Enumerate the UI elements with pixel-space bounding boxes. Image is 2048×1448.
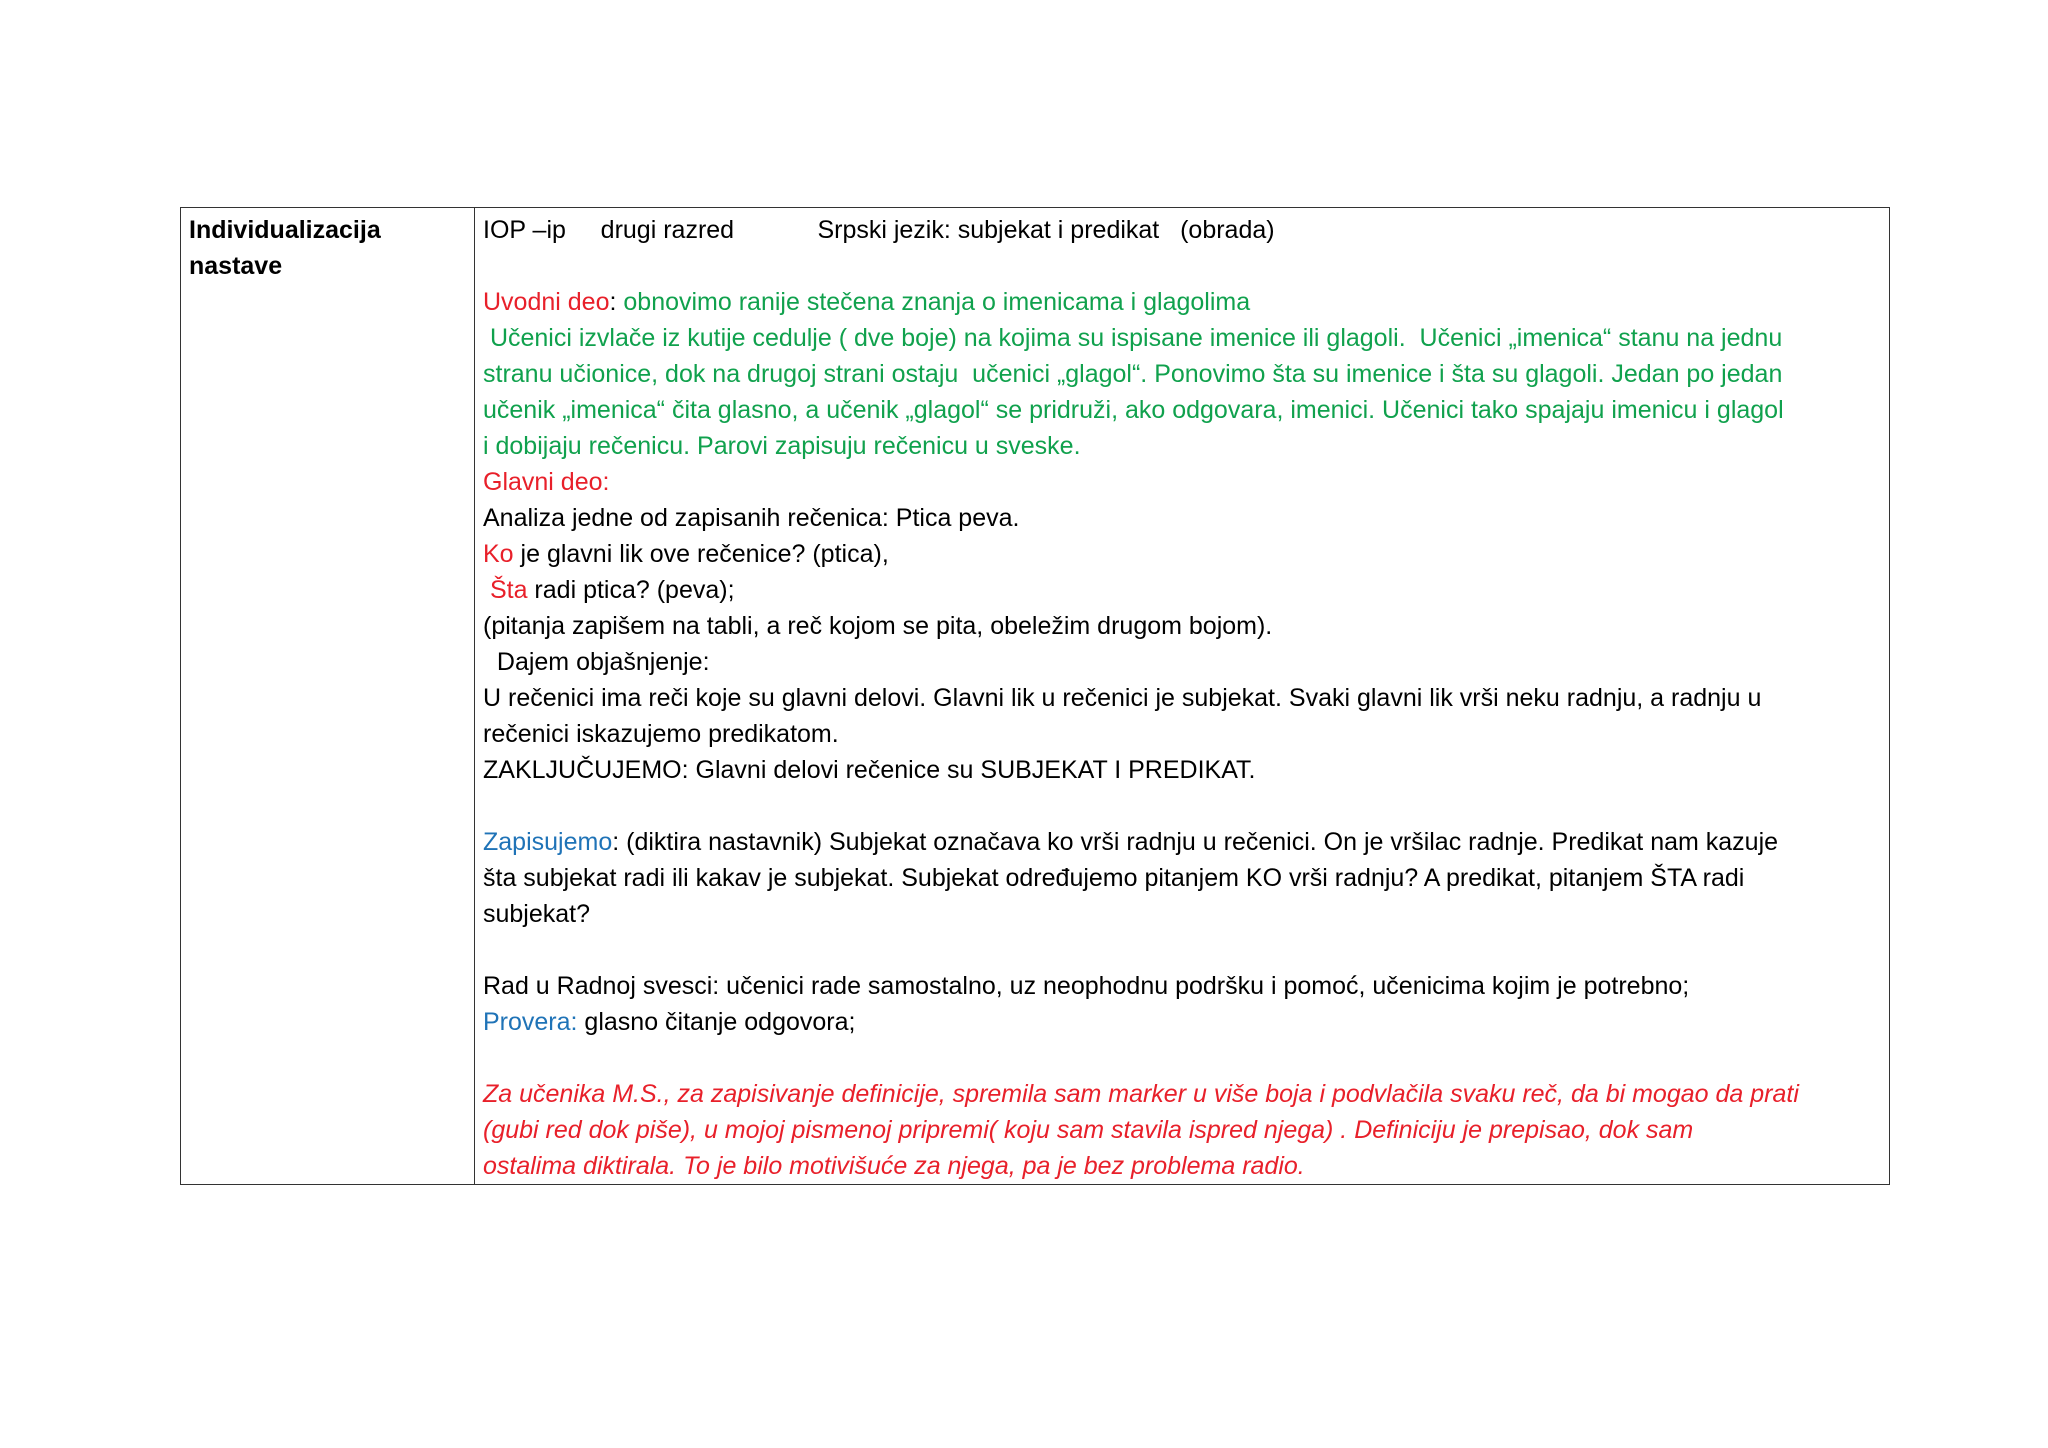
explanation-line: U rečenici ima reči koje su glavni delovi. Glavni lik u rečenici je subjekat. Svaki glavni lik vrši neku radnju, a radnju u — [483, 684, 1762, 712]
explain-line: Dajem objašnjenje: — [483, 648, 710, 676]
question-what: Šta radi ptica? (peva); — [483, 576, 735, 604]
remark-line: ostalima diktirala. To je bilo motivišuće za njega, pa je bez problema radio. — [483, 1152, 1305, 1180]
iop-label: IOP –ip — [483, 216, 566, 244]
right-cell — [475, 208, 1890, 1185]
main-label: Glavni deo: — [483, 468, 610, 496]
check-label: Provera: — [483, 1008, 578, 1036]
grade-label: drugi razred — [600, 216, 735, 244]
intro-paragraph-line: stranu učionice, dok na drugoj strani ostaju učenici „glagol“. Ponovimo šta su imenice i šta su glagoli. Jedan po jedan — [483, 360, 1783, 388]
notes-line: subjekat? — [483, 900, 591, 928]
intro-paragraph-line: učenik „imenica“ čita glasno, a učenik „glagol“ se pridruži, ako odgovara, imenici. Učenici tako spajaju imenicu i glagol — [483, 396, 1784, 424]
analysis-line: Analiza jedne od zapisanih rečenica: Ptica peva. — [483, 504, 1020, 532]
notes-line: šta subjekat radi ili kakav je subjekat. Subjekat određujemo pitanjem KO vrši radnju? A predikat, pitanjem ŠTA radi — [483, 864, 1745, 892]
header-line — [483, 212, 1881, 248]
intro-label: Uvodni deo — [483, 288, 610, 316]
explanation-line: rečenici iskazujemo predikatom. — [483, 720, 839, 748]
remark-line: Za učenika M.S., za zapisivanje definicije, spremila sam marker u više boja i podvlačila svaku reč, da bi mogao da prati — [483, 1080, 1799, 1108]
check-line: Provera: glasno čitanje odgovora; — [483, 1008, 856, 1036]
intro-paragraph-line: i dobijaju rečenicu. Parovi zapisuju rečenicu u sveske. — [483, 432, 1081, 460]
lesson-type: (obrada) — [1180, 216, 1275, 244]
conclusion-line: ZAKLJUČUJEMO: Glavni delovi rečenice su SUBJEKAT I PREDIKAT. — [483, 756, 1256, 784]
question-who: Ko je glavni lik ove rečenice? (ptica), — [483, 540, 889, 568]
question-word-sta: Šta — [483, 576, 528, 604]
intro-text: obnovimo ranije stečena znanja o imenicama i glagolima — [616, 288, 1251, 316]
left-cell — [181, 208, 475, 1185]
notes-label: Zapisujemo — [483, 828, 613, 856]
remark-line: (gubi red dok piše), u mojoj pismenoj pripremi( koju sam stavila ispred njega) . Definiciju je prepisao, dok sam — [483, 1116, 1694, 1144]
lesson-content — [475, 208, 1889, 1184]
subject-label: Srpski jezik: subjekat i predikat — [817, 216, 1160, 244]
note-line: (pitanja zapišem na tabli, a reč kojom se pita, obeležim drugom bojom). — [483, 612, 1273, 640]
section-title: Individualizacija nastave — [189, 216, 381, 280]
intro-line — [483, 284, 1881, 320]
question-word-ko: Ko — [483, 540, 514, 568]
intro-colon: : — [609, 288, 617, 316]
notes-line: Zapisujemo: (diktira nastavnik) Subjekat označava ko vrši radnju u rečenici. On je vršilac radnje. Predikat nam kazuje — [483, 828, 1779, 856]
lesson-table — [180, 207, 1890, 1185]
workbook-line: Rad u Radnoj svesci: učenici rade samostalno, uz neophodnu podršku i pomoć, učenicima kojim je potrebno; — [483, 972, 1690, 1000]
intro-paragraph-line: Učenici izvlače iz kutije cedulje ( dve boje) na kojima su ispisane imenice ili glagoli. Učenici „imenica“ stanu na jednu — [483, 324, 1783, 352]
